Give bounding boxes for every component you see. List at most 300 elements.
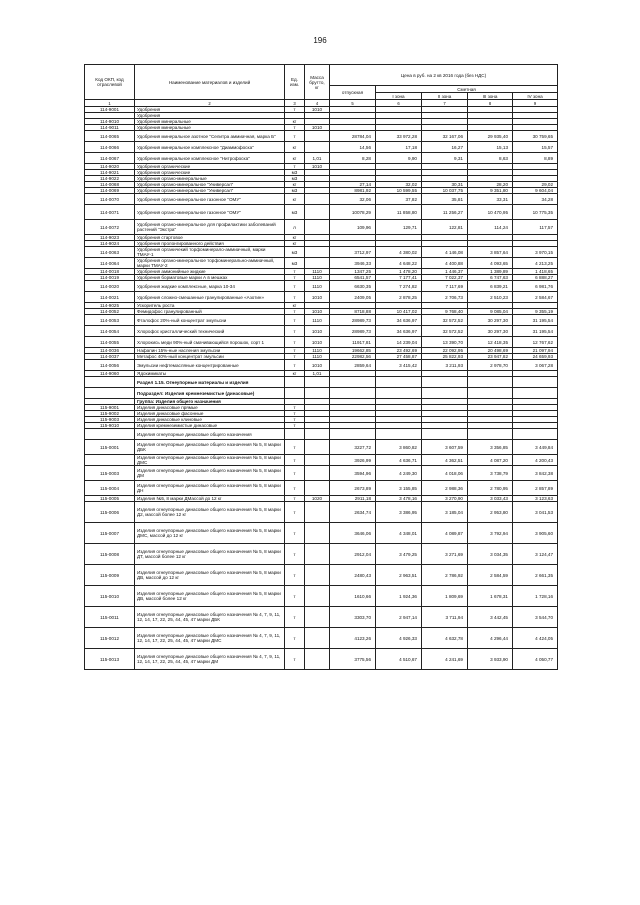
cell-price: 2 584,59 bbox=[468, 565, 513, 586]
table-row bbox=[85, 131, 558, 142]
cell-unit: т bbox=[285, 502, 305, 523]
cell-price: 16,27 bbox=[422, 142, 468, 153]
cell-price: 11 858,80 bbox=[376, 205, 422, 220]
cell-price: 3 544,70 bbox=[513, 607, 558, 628]
cell-price: 31 195,54 bbox=[513, 315, 558, 326]
cell-price: 7 022,37 bbox=[422, 275, 468, 281]
cell-price: 7 177,41 bbox=[376, 275, 422, 281]
cell-price: 2859,64 bbox=[330, 360, 376, 371]
cell-code: 114-9021 bbox=[85, 170, 135, 176]
cell-price: 32 572,52 bbox=[422, 326, 468, 337]
cell-unit: т bbox=[285, 164, 305, 170]
table-row bbox=[85, 466, 558, 481]
cell-price: 4 146,08 bbox=[422, 247, 468, 258]
cell-price: 10 417,02 bbox=[376, 309, 422, 315]
table-row bbox=[85, 153, 558, 164]
cell-unit: кг bbox=[285, 153, 305, 164]
cell-price: 10 470,95 bbox=[468, 205, 513, 220]
cell-name: Удобрения bbox=[135, 107, 285, 113]
cell-name: Удобрения органо-минеральное газонное "ОМУ" bbox=[135, 205, 285, 220]
cell-name: Изделия огнеупорные динасовые общего назначения № 4, 7, 9, 11, 12, 14, 17, 22, 25, 44, 45, 47 марки ДБК bbox=[135, 607, 285, 628]
cell-mass bbox=[305, 247, 330, 258]
table-row bbox=[85, 194, 558, 205]
table-row bbox=[85, 502, 558, 523]
table-row bbox=[85, 607, 558, 628]
cell-price: 35,81 bbox=[422, 194, 468, 205]
cell-price: 3227,72 bbox=[330, 440, 376, 455]
cell-price: 3 792,94 bbox=[468, 523, 513, 544]
cell-code bbox=[85, 388, 135, 399]
table-row bbox=[85, 326, 558, 337]
table-row bbox=[85, 388, 558, 399]
cell-code: 115-0004 bbox=[85, 481, 135, 496]
cell-code: 114-9022 bbox=[85, 176, 135, 182]
cell-price: 34,28 bbox=[513, 194, 558, 205]
cell-name: Удобрения bbox=[135, 113, 285, 119]
cell-code: 114-0036 bbox=[85, 348, 135, 354]
column-number: 9 bbox=[513, 100, 558, 107]
cell-mass: 1010 bbox=[305, 107, 330, 113]
cell-price: 25 822,93 bbox=[422, 354, 468, 360]
cell-price: 6 981,76 bbox=[513, 281, 558, 292]
cell-name: Хлорокись меди 90%-ный смачивающийся порошок, сорт 1 bbox=[135, 337, 285, 348]
cell-price: 4 093,65 bbox=[468, 258, 513, 269]
cell-code: 115-0007 bbox=[85, 523, 135, 544]
cell-price: 3 123,63 bbox=[513, 496, 558, 502]
cell-price: 1 924,36 bbox=[376, 586, 422, 607]
cell-price: 3 155,85 bbox=[376, 481, 422, 496]
cell-price: 3 449,84 bbox=[513, 440, 558, 455]
cell-price: 3 970,15 bbox=[513, 247, 558, 258]
cell-code: 115-0012 bbox=[85, 628, 135, 649]
price-table bbox=[84, 64, 558, 670]
cell-price bbox=[376, 377, 422, 388]
cell-price: 28989,73 bbox=[330, 315, 376, 326]
cell-unit: т bbox=[285, 455, 305, 466]
cell-code: 115-0001 bbox=[85, 440, 135, 455]
cell-price bbox=[422, 429, 468, 440]
cell-unit: т bbox=[285, 107, 305, 113]
cell-price: 14,56 bbox=[330, 142, 376, 153]
cell-price: 3594,96 bbox=[330, 466, 376, 481]
cell-name: Изделия огнеупорные динасовые общего назначения № 5, 8 марки ДМ bbox=[135, 466, 285, 481]
column-number: 8 bbox=[468, 100, 513, 107]
cell-mass: 1010 bbox=[305, 360, 330, 371]
cell-code: 114-0069 bbox=[85, 188, 135, 194]
cell-price: 2 978,70 bbox=[468, 360, 513, 371]
cell-mass bbox=[305, 429, 330, 440]
cell-unit: т bbox=[285, 292, 305, 303]
cell-unit: т bbox=[285, 440, 305, 455]
cell-name: Изделия динасовые прямые bbox=[135, 405, 285, 411]
cell-unit: т bbox=[285, 360, 305, 371]
cell-price bbox=[468, 388, 513, 399]
cell-name: Удобрения сложно-смешанные гранулированные «Азотин» bbox=[135, 292, 285, 303]
cell-price: 9 768,40 bbox=[422, 309, 468, 315]
cell-mass bbox=[305, 194, 330, 205]
cell-price bbox=[422, 377, 468, 388]
cell-price: 109,96 bbox=[330, 220, 376, 235]
cell-code: 114-0064 bbox=[85, 258, 135, 269]
cell-price: 11 256,27 bbox=[422, 205, 468, 220]
cell-price: 32,02 bbox=[376, 182, 422, 188]
cell-name: Изделия кремнеземистые динасовые bbox=[135, 423, 285, 429]
table-row bbox=[85, 205, 558, 220]
header-zone-3: III зона bbox=[468, 93, 513, 100]
cell-price: 4 249,30 bbox=[376, 466, 422, 481]
cell-name: Эмульсии нефтемасляные концентрированные bbox=[135, 360, 285, 371]
cell-price: 10 037,75 bbox=[422, 188, 468, 194]
cell-price: 8981,92 bbox=[330, 188, 376, 194]
table-row bbox=[85, 649, 558, 670]
cell-price: 14 239,04 bbox=[376, 337, 422, 348]
cell-price: 122,81 bbox=[422, 220, 468, 235]
cell-unit: м3 bbox=[285, 205, 305, 220]
cell-mass bbox=[305, 607, 330, 628]
cell-price: 117,57 bbox=[513, 220, 558, 235]
cell-price: 2 706,73 bbox=[422, 292, 468, 303]
cell-mass bbox=[305, 544, 330, 565]
cell-price: 3712,97 bbox=[330, 247, 376, 258]
cell-name: Удобрения пролонгированного действия bbox=[135, 241, 285, 247]
cell-code bbox=[85, 455, 135, 466]
table-row bbox=[85, 440, 558, 455]
cell-name: Удобрения минеральное комплексное "Нитрофоска" bbox=[135, 153, 285, 164]
cell-name: Удобрения органо-минеральное газонное "ОМУ" bbox=[135, 194, 285, 205]
cell-unit: т bbox=[285, 405, 305, 411]
table-row bbox=[85, 455, 558, 466]
cell-price: 9 355,19 bbox=[513, 309, 558, 315]
cell-unit: кг bbox=[285, 182, 305, 188]
cell-price: 2409,05 bbox=[330, 292, 376, 303]
cell-price bbox=[330, 388, 376, 399]
cell-unit bbox=[285, 377, 305, 388]
cell-name: Изделия динасовые фасонные bbox=[135, 411, 285, 417]
cell-mass bbox=[305, 523, 330, 544]
cell-unit: т bbox=[285, 354, 305, 360]
cell-mass bbox=[305, 502, 330, 523]
price-table-sheet bbox=[84, 64, 557, 670]
cell-mass: 1110 bbox=[305, 354, 330, 360]
cell-price: 6 888,27 bbox=[513, 275, 558, 281]
cell-price: 9 351,80 bbox=[468, 188, 513, 194]
cell-code bbox=[85, 429, 135, 440]
cell-mass: 1010 bbox=[305, 125, 330, 131]
cell-price: 3 478,16 bbox=[376, 496, 422, 502]
cell-price: 3 067,28 bbox=[513, 360, 558, 371]
cell-code: 114-0020 bbox=[85, 281, 135, 292]
cell-price: 1 809,69 bbox=[422, 586, 468, 607]
cell-name: Изделия №5, 8 марки ДМассой до 12 кг bbox=[135, 496, 285, 502]
cell-price: 10078,29 bbox=[330, 205, 376, 220]
table-row bbox=[85, 523, 558, 544]
cell-name: Изделия огнеупорные динасовые общего назначения № 4, 7, 9, 11, 12, 14, 17, 22, 25, 44, 45, 47 марки ДМ bbox=[135, 649, 285, 670]
cell-name: Нафапин 15%-ные насления эмульсии bbox=[135, 348, 285, 354]
cell-unit: т bbox=[285, 523, 305, 544]
column-number: 5 bbox=[330, 100, 376, 107]
cell-unit: м3 bbox=[285, 258, 305, 269]
cell-price bbox=[330, 429, 376, 440]
cell-price: 30,31 bbox=[422, 182, 468, 188]
cell-price: 6 839,21 bbox=[468, 281, 513, 292]
cell-price: 22 092,95 bbox=[422, 348, 468, 354]
cell-code: 114-0063 bbox=[85, 247, 135, 258]
cell-code: 115-0003 bbox=[85, 466, 135, 481]
cell-unit: кг bbox=[285, 241, 305, 247]
cell-code: 114-9020 bbox=[85, 164, 135, 170]
cell-price bbox=[468, 377, 513, 388]
cell-unit: т bbox=[285, 565, 305, 586]
cell-unit: т bbox=[285, 125, 305, 131]
cell-name: Удобрения минеральное азотное "Селитра аммиачная, марка Б" bbox=[135, 131, 285, 142]
cell-price: 21 097,94 bbox=[513, 348, 558, 354]
cell-unit: кг bbox=[285, 194, 305, 205]
cell-price: 33 972,28 bbox=[376, 131, 422, 142]
cell-name: Изделия огнеупорные динасовые общего назначения № 5, 8 марки ДМС bbox=[135, 455, 285, 466]
cell-price: 34 636,97 bbox=[376, 315, 422, 326]
cell-price: 10 775,35 bbox=[513, 205, 558, 220]
cell-price: 6 747,63 bbox=[468, 275, 513, 281]
cell-price bbox=[513, 388, 558, 399]
cell-unit: т bbox=[285, 131, 305, 142]
header-unit: Ед. изм. bbox=[285, 65, 305, 100]
cell-price: 4 648,22 bbox=[376, 258, 422, 269]
cell-price: 3 270,90 bbox=[422, 496, 468, 502]
column-number: 1 bbox=[85, 100, 135, 107]
cell-code: 114-9024 bbox=[85, 241, 135, 247]
page-number: 196 bbox=[313, 36, 327, 45]
cell-price: 3 711,94 bbox=[422, 607, 468, 628]
cell-mass: 1020 bbox=[305, 496, 330, 502]
cell-name: Фталофос 20%-ный концентрат эмульсии bbox=[135, 315, 285, 326]
cell-price: 129,71 bbox=[376, 220, 422, 235]
cell-price: 4 018,06 bbox=[422, 466, 468, 481]
cell-price: 2 584,67 bbox=[513, 292, 558, 303]
cell-unit: кг bbox=[285, 142, 305, 153]
cell-price: 3 185,04 bbox=[422, 502, 468, 523]
cell-name: Группа: Изделия общего назначения bbox=[135, 399, 285, 405]
cell-price: 2 953,80 bbox=[468, 502, 513, 523]
cell-code: 115-0005 bbox=[85, 496, 135, 502]
cell-unit: т bbox=[285, 281, 305, 292]
cell-mass: 1010 bbox=[305, 326, 330, 337]
cell-price: 3 738,79 bbox=[468, 466, 513, 481]
cell-price: 4 636,71 bbox=[376, 455, 422, 466]
cell-name: Раздел 1.15. Огнеупорные материалы и изделия bbox=[135, 377, 285, 388]
cell-name: Изделия огнеупорные динасовые общего назначения № 5, 8 марки ДБК bbox=[135, 440, 285, 455]
cell-name: Удобрения органические bbox=[135, 164, 285, 170]
cell-name: Удобрения жидкие комплексные, марка 10-34 bbox=[135, 281, 285, 292]
header-prices-title: Цена в руб. на 2 кв 2016 года (без НДС) bbox=[330, 65, 558, 86]
cell-price: 3 041,53 bbox=[513, 502, 558, 523]
cell-price: 3926,99 bbox=[330, 455, 376, 466]
cell-price: 3 415,42 bbox=[376, 360, 422, 371]
header-name: Наименование материалов и изделий bbox=[135, 65, 285, 100]
cell-price: 4 510,67 bbox=[376, 649, 422, 670]
cell-price: 3 271,69 bbox=[422, 544, 468, 565]
cell-mass bbox=[305, 388, 330, 399]
column-number: 6 bbox=[376, 100, 422, 107]
cell-name: Изделия огнеупорные динасовые общего назначения № 4, 7, 9, 11, 12, 14, 17, 22, 25, 44, 45, 47 марки ДМС bbox=[135, 628, 285, 649]
cell-price: 3 933,90 bbox=[468, 649, 513, 670]
cell-price: 8718,88 bbox=[330, 309, 376, 315]
table-row bbox=[85, 292, 558, 303]
cell-price: 9,31 bbox=[422, 153, 468, 164]
cell-price: 3 386,95 bbox=[376, 502, 422, 523]
cell-mass bbox=[305, 220, 330, 235]
column-number: 2 bbox=[135, 100, 285, 107]
cell-unit: кг bbox=[285, 119, 305, 125]
cell-name: Изделия огнеупорные динасовые общего назначения № 5, 8 марки ДВ, массой более 12 кг bbox=[135, 586, 285, 607]
cell-unit: т bbox=[285, 496, 305, 502]
cell-unit: т bbox=[285, 275, 305, 281]
table-row bbox=[85, 142, 558, 153]
cell-price: 2 947,14 bbox=[376, 607, 422, 628]
cell-price: 8,89 bbox=[513, 153, 558, 164]
cell-unit: т bbox=[285, 348, 305, 354]
cell-price: 3 356,85 bbox=[468, 440, 513, 455]
header-code: Код ОКП, код отраслевой bbox=[85, 65, 135, 100]
cell-price: 4 632,78 bbox=[422, 628, 468, 649]
cell-price bbox=[513, 377, 558, 388]
cell-mass bbox=[305, 649, 330, 670]
cell-mass: 1110 bbox=[305, 281, 330, 292]
cell-price: 32 167,06 bbox=[422, 131, 468, 142]
table-row bbox=[85, 360, 558, 371]
cell-code: 115-9001 bbox=[85, 405, 135, 411]
cell-mass: 1,01 bbox=[305, 371, 330, 377]
cell-mass bbox=[305, 455, 330, 466]
cell-price: 4 926,33 bbox=[376, 628, 422, 649]
cell-price: 23 492,69 bbox=[376, 348, 422, 354]
cell-price: 11917,81 bbox=[330, 337, 376, 348]
cell-price: 114,24 bbox=[468, 220, 513, 235]
cell-price: 28784,04 bbox=[330, 131, 376, 142]
cell-price: 2 963,51 bbox=[376, 565, 422, 586]
table-row bbox=[85, 220, 558, 235]
cell-name: Удобрения минеральное комплексное "Диаммофоска" bbox=[135, 142, 285, 153]
cell-unit bbox=[285, 429, 305, 440]
cell-code: 114-0071 bbox=[85, 205, 135, 220]
cell-name: Удобрения органические bbox=[135, 170, 285, 176]
cell-code: 115-9010 bbox=[85, 423, 135, 429]
cell-mass: 1010 bbox=[305, 337, 330, 348]
table-row bbox=[85, 544, 558, 565]
cell-mass bbox=[305, 565, 330, 586]
cell-name: Удобрения органо-минеральные bbox=[135, 176, 285, 182]
cell-unit: т bbox=[285, 607, 305, 628]
cell-unit: т bbox=[285, 481, 305, 496]
cell-price: 1347,25 bbox=[330, 269, 376, 275]
cell-name: Метафос 40%-ный концентрат эмульсии bbox=[135, 354, 285, 360]
cell-price: 2 988,36 bbox=[422, 481, 468, 496]
cell-price: 10 599,55 bbox=[376, 188, 422, 194]
cell-price: 27 458,87 bbox=[376, 354, 422, 360]
cell-unit: т bbox=[285, 466, 305, 481]
cell-code: 114-0021 bbox=[85, 292, 135, 303]
cell-code: 114-0037 bbox=[85, 354, 135, 360]
cell-unit: кг bbox=[285, 303, 305, 309]
cell-price: 12 767,62 bbox=[513, 337, 558, 348]
header-zone-1: I зона bbox=[376, 93, 422, 100]
cell-mass: 1010 bbox=[305, 309, 330, 315]
cell-price: 3 124,47 bbox=[513, 544, 558, 565]
cell-price: 30 297,30 bbox=[468, 315, 513, 326]
cell-price: 4 213,25 bbox=[513, 258, 558, 269]
cell-code: 114-9023 bbox=[85, 235, 135, 241]
cell-price: 4 400,88 bbox=[422, 258, 468, 269]
cell-price: 30 759,65 bbox=[513, 131, 558, 142]
cell-code: 114-0072 bbox=[85, 220, 135, 235]
cell-code: 115-0009 bbox=[85, 565, 135, 586]
cell-name: Удобрения минеральные bbox=[135, 119, 285, 125]
column-number: 3 bbox=[285, 100, 305, 107]
cell-name: Изделия огнеупорные динасовые общего назначения № 5, 8 марки ДВ, массой до 12 кг bbox=[135, 565, 285, 586]
cell-price: 17,18 bbox=[376, 142, 422, 153]
cell-name: Подраздел: Изделия кремнеземистые (динасовые) bbox=[135, 388, 285, 399]
cell-price: 3 842,38 bbox=[513, 466, 558, 481]
cell-price: 8,63 bbox=[468, 153, 513, 164]
cell-price: 29,02 bbox=[513, 182, 558, 188]
cell-name: Удобрения минеральные bbox=[135, 125, 285, 131]
cell-price: 2912,04 bbox=[330, 544, 376, 565]
cell-unit: т bbox=[285, 417, 305, 423]
cell-price bbox=[468, 429, 513, 440]
cell-code: 114-0065 bbox=[85, 131, 135, 142]
cell-unit: м3 bbox=[285, 188, 305, 194]
table-row bbox=[85, 481, 558, 496]
table-row bbox=[85, 337, 558, 348]
cell-price: 33,31 bbox=[468, 194, 513, 205]
cell-price: 2 780,95 bbox=[468, 481, 513, 496]
cell-price: 31 195,54 bbox=[513, 326, 558, 337]
cell-price: 2 510,23 bbox=[468, 292, 513, 303]
cell-code: 114-0056 bbox=[85, 360, 135, 371]
cell-unit: т bbox=[285, 628, 305, 649]
cell-unit: т bbox=[285, 309, 305, 315]
cell-mass bbox=[305, 142, 330, 153]
cell-code: 115-0013 bbox=[85, 649, 135, 670]
cell-mass bbox=[305, 466, 330, 481]
cell-price: 2480,43 bbox=[330, 565, 376, 586]
cell-price bbox=[376, 429, 422, 440]
cell-price: 13 390,70 bbox=[422, 337, 468, 348]
cell-name: Удобрения органо-минеральное "Универсал" bbox=[135, 188, 285, 194]
cell-mass bbox=[305, 586, 330, 607]
cell-unit: м3 bbox=[285, 170, 305, 176]
cell-price: 30 297,30 bbox=[468, 326, 513, 337]
cell-price: 4 296,44 bbox=[468, 628, 513, 649]
cell-price: 19662,85 bbox=[330, 348, 376, 354]
cell-price: 3 860,82 bbox=[376, 440, 422, 455]
cell-code: 114-0054 bbox=[85, 326, 135, 337]
header-zone-4: IV зона bbox=[513, 93, 558, 100]
cell-price: 37,82 bbox=[376, 194, 422, 205]
cell-name: Удобрения органо-минеральное "Универсал" bbox=[135, 182, 285, 188]
cell-price: 28989,73 bbox=[330, 326, 376, 337]
cell-price: 4 424,05 bbox=[513, 628, 558, 649]
cell-price: 4 087,20 bbox=[468, 455, 513, 466]
cell-name: Изделия огнеупорные динасовые общего назначения № 5, 8 марки ДМС, массой до 12 кг bbox=[135, 523, 285, 544]
cell-price: 12 418,35 bbox=[468, 337, 513, 348]
cell-price: 3 033,43 bbox=[468, 496, 513, 502]
cell-mass bbox=[305, 377, 330, 388]
cell-code: 114-9011 bbox=[85, 125, 135, 131]
cell-mass bbox=[305, 481, 330, 496]
table-row bbox=[85, 377, 558, 388]
cell-unit: т bbox=[285, 423, 305, 429]
cell-code: 115-9002 bbox=[85, 411, 135, 417]
